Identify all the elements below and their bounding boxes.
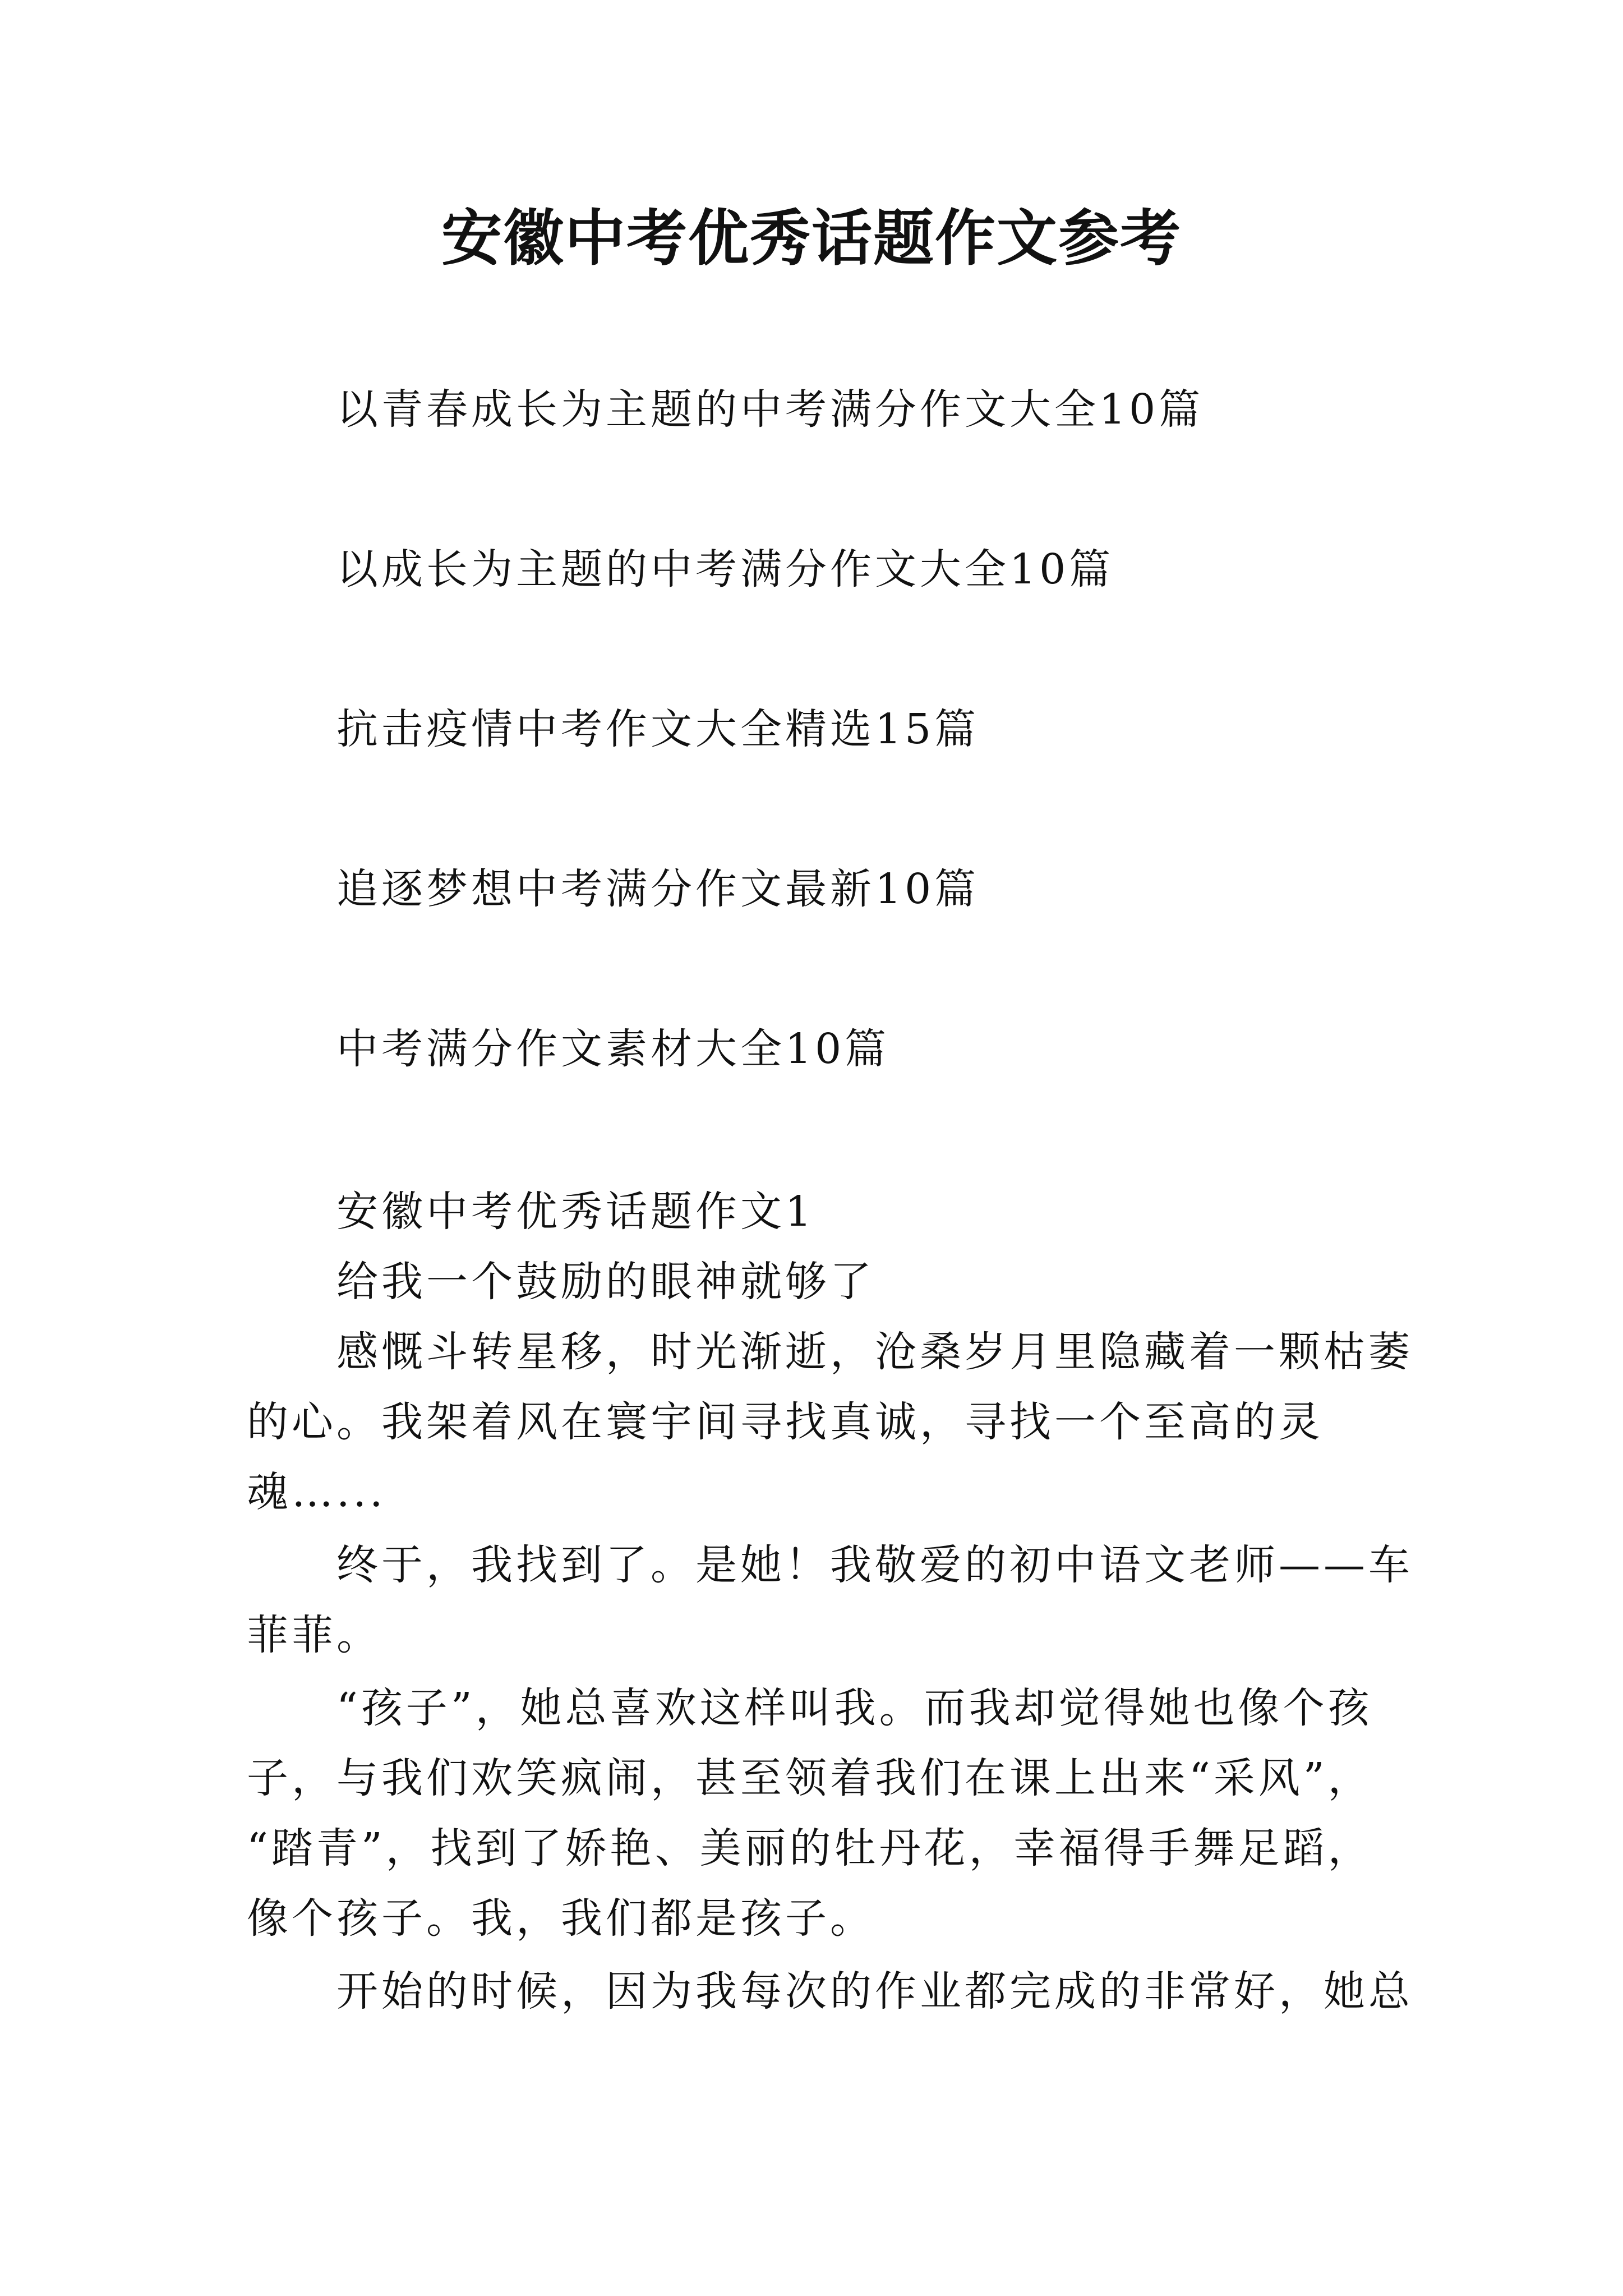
body-line: “踏青”，找到了娇艳、美丽的牡丹花，幸福得手舞足蹈， (247, 1824, 1373, 1872)
section-heading: 安徽中考优秀话题作文1 (336, 1188, 815, 1236)
body-line: 终于，我找到了。是她！我敬爱的初中语文老师——车 (336, 1541, 1413, 1589)
body-line: 的心。我架着风在寰宇间寻找真诚，寻找一个至高的灵 (247, 1398, 1324, 1446)
essay-title: 给我一个鼓励的眼神就够了 (336, 1258, 875, 1306)
related-article-link[interactable]: 中考满分作文素材大全10篇 (336, 1025, 890, 1073)
body-line: 开始的时候，因为我每次的作业都完成的非常好，她总 (336, 1967, 1413, 2016)
related-article-link[interactable]: 抗击疫情中考作文大全精选15篇 (336, 705, 980, 753)
body-line: 感慨斗转星移，时光渐逝，沧桑岁月里隐藏着一颗枯萎 (336, 1328, 1413, 1376)
related-article-link[interactable]: 以青春成长为主题的中考满分作文大全10篇 (336, 385, 1204, 434)
related-article-link[interactable]: 追逐梦想中考满分作文最新10篇 (336, 865, 980, 913)
related-article-link[interactable]: 以成长为主题的中考满分作文大全10篇 (336, 545, 1114, 593)
body-line: “孩子”，她总喜欢这样叫我。而我却觉得她也像个孩 (336, 1684, 1373, 1732)
body-line: 魂…... (247, 1468, 386, 1516)
body-line: 子，与我们欢笑疯闹，甚至领着我们在课上出来“采风”， (247, 1754, 1373, 1802)
document-title: 安徽中考优秀话题作文参考 (441, 203, 1182, 274)
body-line: 菲菲。 (247, 1611, 381, 1659)
body-line: 像个孩子。我，我们都是孩子。 (247, 1894, 875, 1943)
